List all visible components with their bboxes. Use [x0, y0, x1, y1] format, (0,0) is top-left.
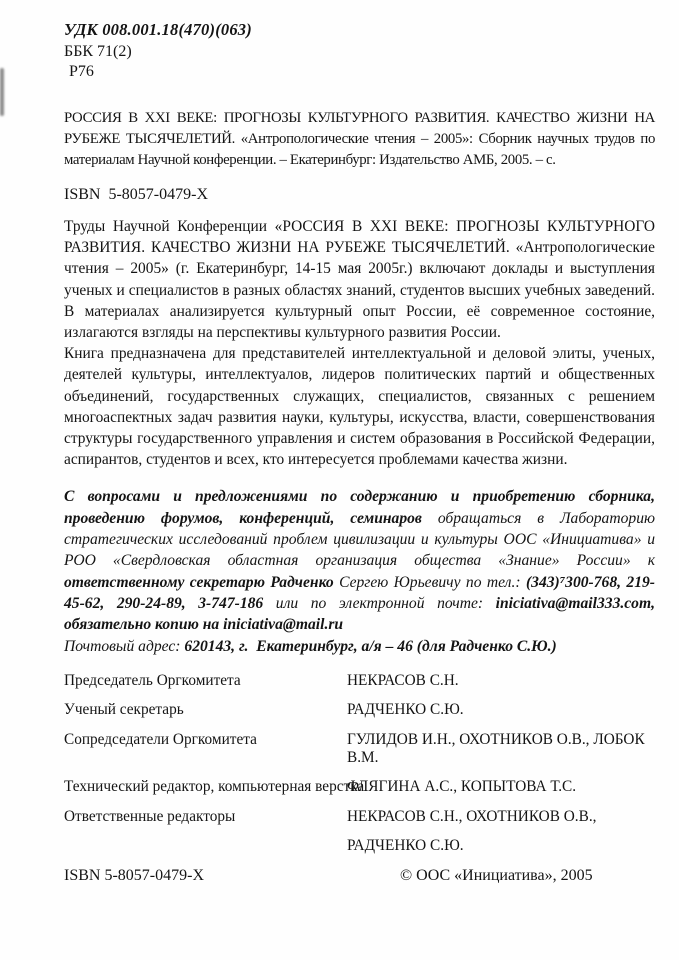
table-row	[64, 731, 655, 767]
text-run: iniciativa@mail333.com, обязательно копию на iniciativa@mail.ru	[64, 594, 656, 634]
table-row	[64, 808, 655, 826]
role-value: РАДЧЕНКО С.Ю.	[347, 701, 464, 719]
role-value: ФЛЯГИНА А.С., КОПЫТОВА Т.С.	[347, 778, 577, 796]
postal-address-line	[64, 636, 655, 657]
text-run: Сергею Юрьевичу по тел.:	[333, 573, 526, 591]
scan-artifact	[0, 68, 4, 116]
text-run: Почтовый адрес:	[64, 637, 185, 655]
roles-table	[64, 672, 655, 867]
role-value: НЕКРАСОВ С.Н., ОХОТНИКОВ О.В.,	[347, 807, 597, 825]
bibliographic-title: РОССИЯ В XXI ВЕКЕ: ПРОГНОЗЫ КУЛЬТУРНОГО РАЗВИТИЯ. КАЧЕСТВО ЖИЗНИ НА РУБЕЖЕ ТЫСЯЧЕЛЕТИЙ. «Антропологические чтения – 2005»: Сборник научных трудов по материалам Научной конференции. – Екатеринбург: Издательство АМБ, 2005. – с.	[64, 110, 655, 168]
annotation-paragraph-1: Труды Научной Конференции «РОССИЯ В XXI ВЕКЕ: ПРОГНОЗЫ КУЛЬТУРНОГО РАЗВИТИЯ. КАЧЕСТВО ЖИЗНИ НА РУБЕЖЕ ТЫСЯЧЕЛЕТИЙ. «Антропологические чтения – 2005» (г. Екатеринбург, 14-15 мая 2005г.) включают доклады и выступления ученых и специалистов в разных областях знаний, студентов высших учебных заведений. В материалах анализируется культурный опыт России, её современное состояние, излагаются взгляды на перспективы культурного развития России.	[64, 218, 655, 342]
text-run: или по электронной почте:	[263, 594, 496, 612]
role-label: Технический редактор, компьютерная верстка	[64, 778, 365, 796]
text-run: 620143, г. Екатеринбург, а/я – 46 (для Радченко С.Ю.)	[184, 637, 557, 655]
contact-block	[64, 486, 655, 656]
author-sign-code: Р76	[69, 63, 94, 80]
annotation-block	[64, 216, 655, 470]
table-row	[64, 672, 655, 690]
text-run: обращаться в Лабораторию стратегических исследований проблем цивилизации и культуры ООС «Инициатива» и РОО «Свердловская областная организация общества «Знание» России» к	[64, 509, 655, 570]
role-value: ГУЛИДОВ И.Н., ОХОТНИКОВ О.В., ЛОБОК В.М.	[347, 730, 645, 766]
text-run: (343)⁷300-768, 219-45-62, 290-24-89, 3-747-186	[64, 573, 655, 612]
text-run: С вопросами и предложениями по содержанию и приобретению сборника, проведению форумов, конференций, семинаров	[64, 488, 655, 527]
table-row	[64, 701, 655, 719]
role-label: Председатель Оргкомитета	[64, 671, 241, 689]
text-run: ответственному секретарю Радченко	[64, 573, 334, 591]
role-value: РАДЧЕНКО С.Ю.	[347, 837, 464, 855]
annotation-paragraph-2: Книга предназначена для представителей интеллектуальной и деловой элиты, ученых, деятелей культуры, интеллектуалов, лидеров политических партий и общественных объединений, государственных служащих, специалистов, связанных с решением многоаспектных задач развития науки, культуры, искусства, власти, совершенствования структуры государственного управления и систем образования в Российской Федерации, аспирантов, студентов и всех, кто интересуется проблемами качества жизни.	[64, 345, 655, 469]
contact-paragraph	[64, 486, 655, 635]
role-value: НЕКРАСОВ С.Н.	[347, 671, 459, 689]
udk-classification: УДК 008.001.18(470)(063)	[64, 20, 252, 39]
footer-row	[64, 867, 655, 885]
role-label: Ответственные редакторы	[64, 807, 236, 825]
isbn-number: ISBN 5-8057-0479-X	[64, 186, 208, 203]
copyright-notice: © ООС «Инициатива», 2005	[400, 866, 593, 884]
role-label: Сопредседатели Оргкомитета	[64, 730, 257, 748]
table-row	[64, 778, 655, 796]
isbn-number-bottom: ISBN 5-8057-0479-X	[64, 866, 204, 884]
bbk-classification: ББК 71(2)	[64, 43, 132, 60]
table-row	[64, 837, 655, 855]
role-label: Ученый секретарь	[64, 701, 184, 719]
